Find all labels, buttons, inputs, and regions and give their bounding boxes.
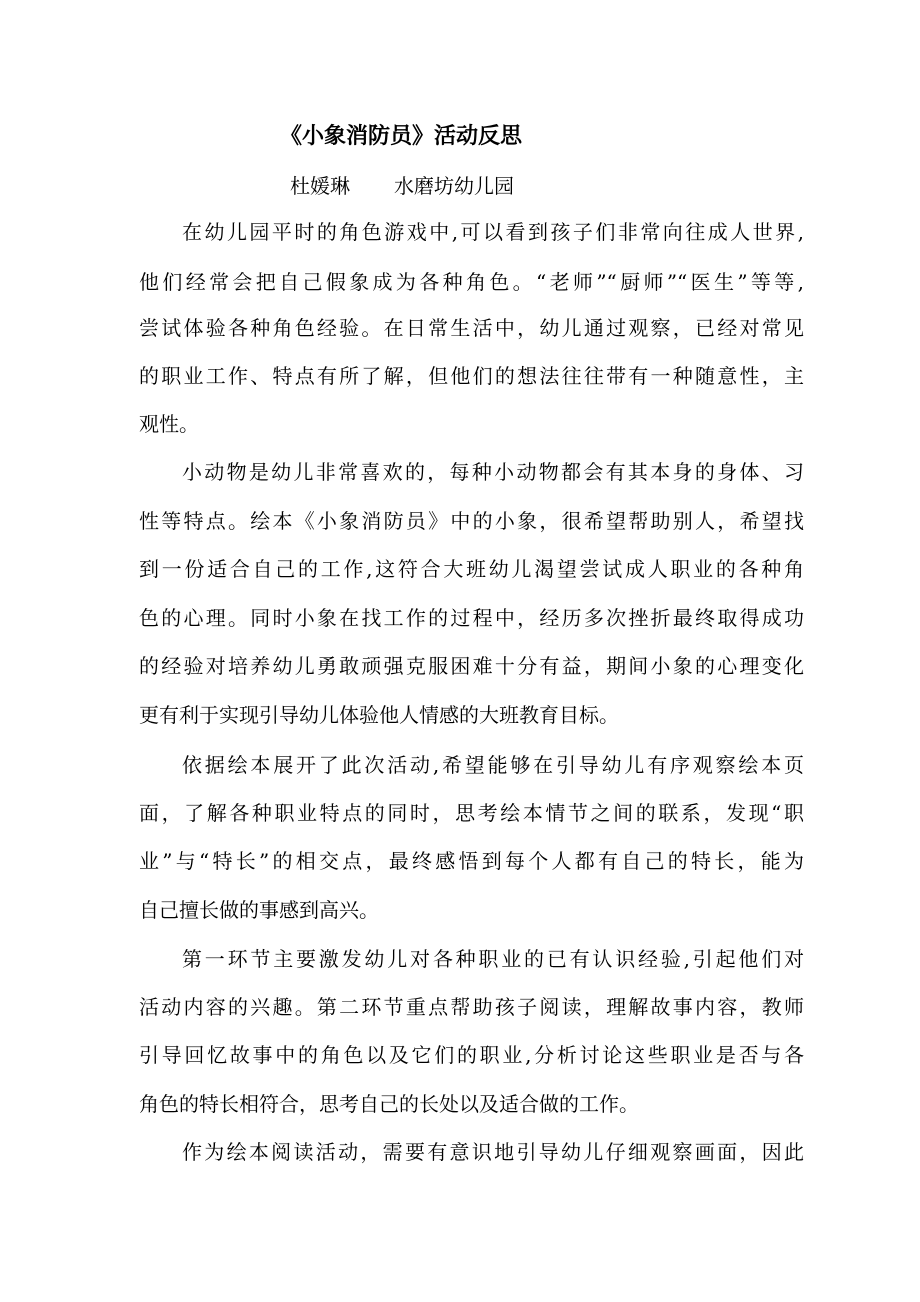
paragraph-line: 作为绘本阅读活动，需要有意识地引导幼儿仔细观察画面，因此 <box>182 1140 804 1164</box>
paragraph-line: 第一环节主要激发幼儿对各种职业的已有认识经验,引起他们对 <box>182 947 804 971</box>
document-title: 《小象消防员》活动反思 <box>280 123 523 149</box>
paragraph-line: 面，了解各种职业特点的同时，思考绘本情节之间的联系，发现“职 <box>139 801 804 825</box>
paragraph-line: 的经验对培养幼儿勇敢顽强克服困难十分有益，期间小象的心理变化 <box>139 654 804 678</box>
school-name: 水磨坊幼儿园 <box>394 174 514 198</box>
paragraph-line: 自己擅长做的事感到高兴。 <box>139 898 379 922</box>
paragraph-line: 色的心理。同时小象在找工作的过程中，经历多次挫折最终取得成功 <box>139 606 804 630</box>
paragraph-line: 小动物是幼儿非常喜欢的，每种小动物都会有其本身的身体、习 <box>182 460 804 484</box>
author-name: 杜媛琳 <box>290 174 350 198</box>
paragraph-line: 尝试体验各种角色经验。在日常生活中，幼儿通过观察，已经对常见 <box>139 316 804 340</box>
paragraph-line: 性等特点。绘本《小象消防员》中的小象，很希望帮助别人，希望找 <box>139 509 804 533</box>
paragraph-line: 更有利于实现引导幼儿体验他人情感的大班教育目标。 <box>139 703 619 727</box>
paragraph-line: 到一份适合自己的工作,这符合大班幼儿渴望尝试成人职业的各种角 <box>139 557 804 581</box>
paragraph-line: 依据绘本展开了此次活动,希望能够在引导幼儿有序观察绘本页 <box>182 753 804 777</box>
paragraph-line: 他们经常会把自己假象成为各种角色。“老师”“厨师”“医生”等等, <box>139 270 804 294</box>
paragraph-line: 在幼儿园平时的角色游戏中,可以看到孩子们非常向往成人世界, <box>182 220 804 244</box>
byline <box>290 168 514 204</box>
paragraph-line: 活动内容的兴趣。第二环节重点帮助孩子阅读，理解故事内容，教师 <box>139 995 804 1019</box>
paragraph-line: 的职业工作、特点有所了解，但他们的想法往往带有一种随意性，主 <box>139 364 804 388</box>
paragraph-line: 角色的特长相符合，思考自己的长处以及适合做的工作。 <box>139 1092 639 1116</box>
paragraph-line: 业”与“特长”的相交点，最终感悟到每个人都有自己的特长，能为 <box>139 849 804 873</box>
paragraph-line: 引导回忆故事中的角色以及它们的职业,分析讨论这些职业是否与各 <box>139 1043 804 1067</box>
paragraph-line: 观性。 <box>139 412 199 436</box>
